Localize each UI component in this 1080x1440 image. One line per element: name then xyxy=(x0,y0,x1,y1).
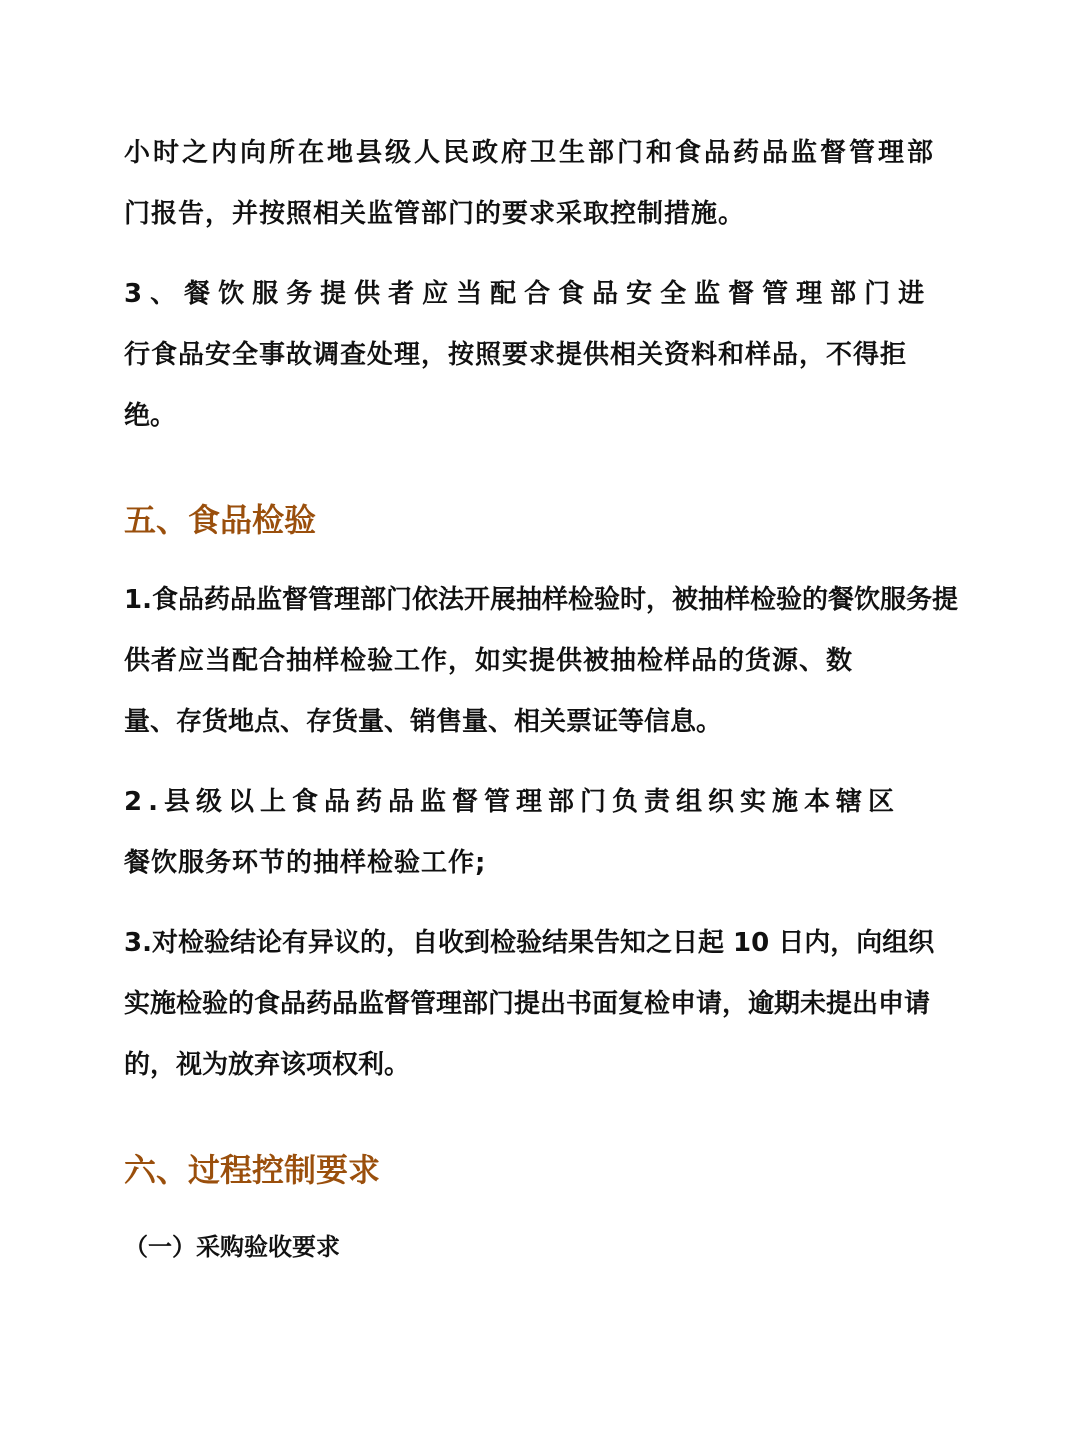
section5-heading: 五、食品检验 xyxy=(124,501,317,539)
section5-p3-line-2: 实施检验的食品药品监督管理部门提出书面复检申请，逾期未提出申请 xyxy=(124,989,931,1019)
section5-p1-line-1: 1.食品药品监督管理部门依法开展抽样检验时，被抽样检验的餐饮服务提 xyxy=(124,585,958,615)
section5-p2-line-1: 2.县级以上食品药品监督管理部门负责组织实施本辖区 xyxy=(124,787,900,817)
section5-p1-line-3: 量、存货地点、存货量、销售量、相关票证等信息。 xyxy=(124,707,723,737)
section6-heading: 六、过程控制要求 xyxy=(124,1151,381,1189)
section6-subtitle: （一）采购验收要求 xyxy=(124,1233,340,1261)
section5-p2-line-2: 餐饮服务环节的抽样检验工作; xyxy=(124,848,487,878)
intro-line-2: 门报告，并按照相关监管部门的要求采取控制措施。 xyxy=(124,199,746,229)
section5-p1-line-2: 供者应当配合抽样检验工作，如实提供被抽检样品的货源、数 xyxy=(124,646,854,676)
intro-line-1: 小时之内向所在地县级人民政府卫生部门和食品药品监督管理部 xyxy=(124,138,937,168)
item3-line-1: 3、餐饮服务提供者应当配合食品安全监督管理部门进 xyxy=(124,279,933,309)
item3-line-2: 行食品安全事故调查处理，按照要求提供相关资料和样品，不得拒 xyxy=(124,340,908,370)
section5-p3-line-3: 的，视为放弃该项权利。 xyxy=(124,1050,411,1080)
section5-p3-line-1: 3.对检验结论有异议的，自收到检验结果告知之日起 10 日内，向组织 xyxy=(124,928,935,958)
item3-line-3: 绝。 xyxy=(124,401,177,431)
